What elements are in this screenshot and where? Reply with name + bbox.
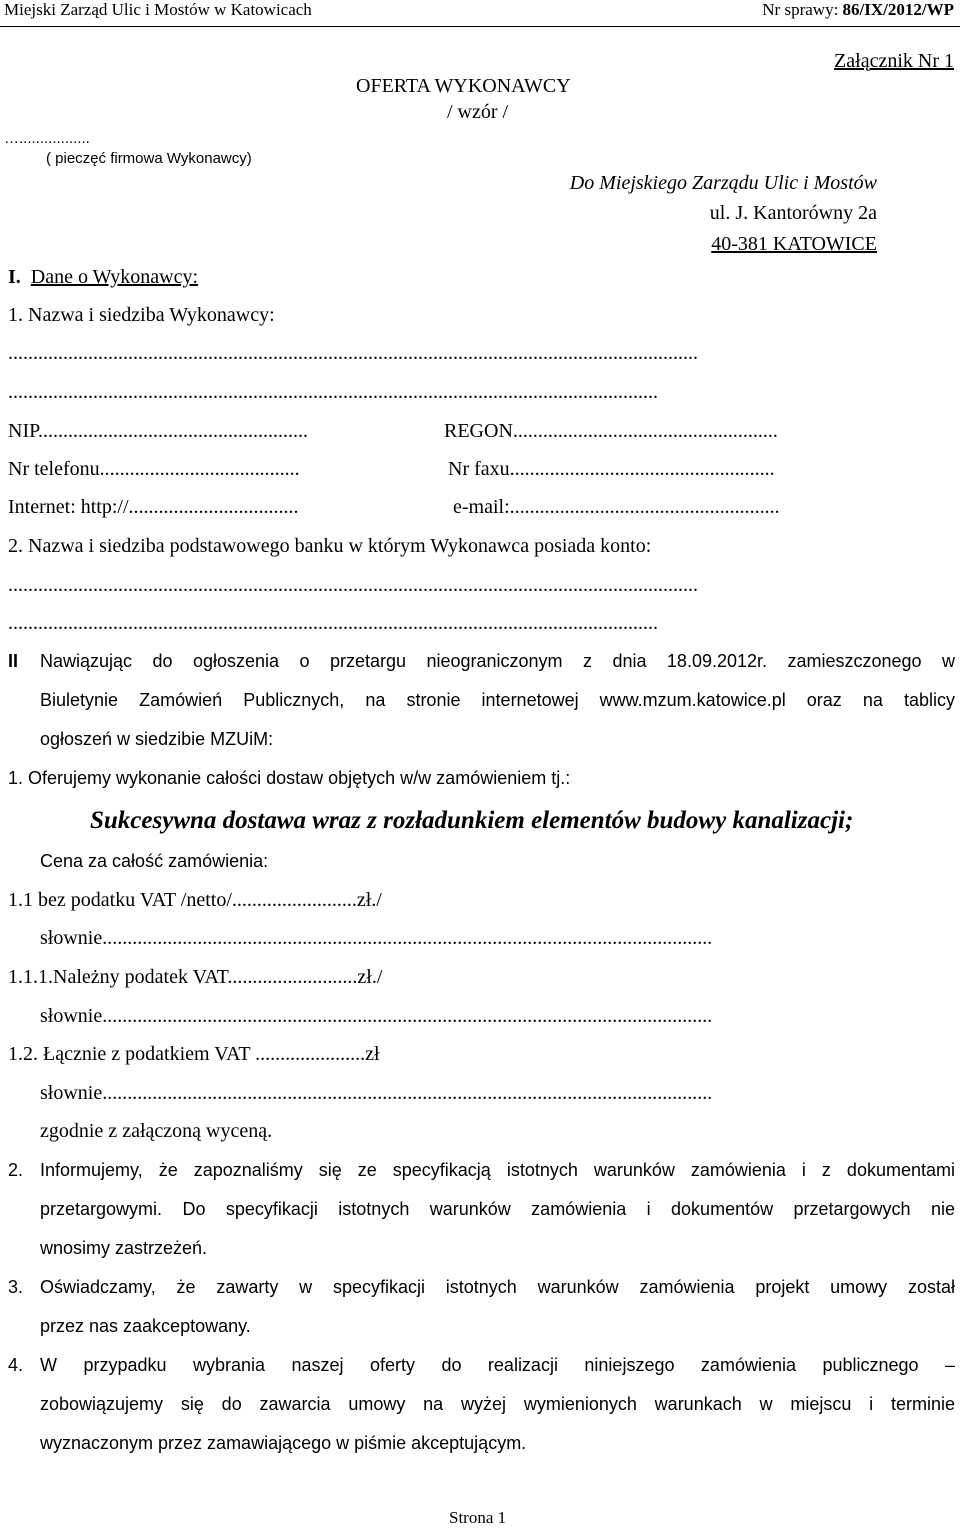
nip-field: NIP......................................................: [8, 420, 309, 442]
dotted-line: ..................................................................................................................................: [8, 381, 658, 403]
amount-in-words: słownie..........................................................................................................................: [40, 1005, 713, 1027]
header-case-number: [762, 0, 954, 20]
offer-item-1: 1. Oferujemy wykonanie całości dostaw objętych w/w zamówieniem tj.:: [8, 768, 571, 788]
attachment-label: Załącznik Nr 1: [834, 50, 954, 72]
section-1-title: Dane o Wykonawcy:: [30, 266, 199, 288]
phone-field: Nr telefonu........................................: [8, 458, 300, 480]
item-2-line: wnosimy zastrzeżeń.: [40, 1238, 208, 1258]
announcement-line: ogłoszeń w siedzibie MZUiM:: [40, 729, 274, 749]
page-title: OFERTA WYKONAWCY: [356, 75, 571, 97]
page-number: Strona 1: [449, 1508, 507, 1527]
stamp-dots: ….................: [4, 130, 90, 147]
per-quote-note: zgodnie z załączoną wyceną.: [40, 1120, 273, 1142]
announcement-line: Nawiązując do ogłoszenia o przetargu nieograniczonym z dnia 18.09.2012r. zamieszczonego w: [40, 651, 955, 671]
section-2-number: II: [8, 651, 19, 671]
stamp-caption: ( pieczęć firmowa Wykonawcy): [46, 150, 252, 167]
dotted-line: ..........................................................................................................................................: [8, 574, 698, 596]
price-label: Cena za całość zamówienia:: [40, 851, 269, 871]
addressee-street: ul. J. Kantorówny 2a: [709, 202, 877, 224]
header-divider: [0, 26, 960, 27]
announcement-line: Biuletynie Zamówień Publicznych, na stronie internetowej www.mzum.katowice.pl oraz na tablicy: [40, 690, 955, 710]
net-price-field: 1.1 bez podatku VAT /netto/.........................zł./: [8, 889, 382, 911]
item-3-line: Oświadczamy, że zawarty w specyfikacji istotnych warunków zamówienia projekt umowy został: [40, 1277, 955, 1297]
section-1-heading: [8, 266, 198, 289]
page-subtitle: / wzór /: [447, 101, 509, 123]
case-label: Nr sprawy:: [762, 0, 843, 19]
item-3-line: przez nas zaakceptowany.: [40, 1316, 251, 1336]
item-4-line: zobowiązujemy się do zawarcia umowy na wyżej wymienionych warunkach w miejscu i terminie: [40, 1394, 955, 1414]
bank-label: 2. Nazwa i siedziba podstawowego banku w którym Wykonawca posiada konto:: [8, 535, 652, 557]
item-4-line: W przypadku wybrania naszej oferty do realizacji niniejszego zamówienia publicznego –: [40, 1355, 955, 1375]
item-4-line: wyznaczonym przez zamawiającego w piśmie akceptującym.: [40, 1433, 527, 1453]
addressee-name: Do Miejskiego Zarządu Ulic i Mostów: [569, 172, 877, 194]
header-institution: Miejski Zarząd Ulic i Mostów w Katowicach: [4, 0, 312, 19]
gross-price-field: 1.2. Łącznie z podatkiem VAT ......................zł: [8, 1043, 380, 1065]
amount-in-words: słownie..........................................................................................................................: [40, 1082, 713, 1104]
order-subject: Sukcesywna dostawa wraz z rozładunkiem elementów budowy kanalizacji;: [90, 807, 854, 834]
dotted-line: ..................................................................................................................................: [8, 612, 658, 634]
amount-in-words: słownie..........................................................................................................................: [40, 927, 713, 949]
contractor-name-label: 1. Nazwa i siedziba Wykonawcy:: [8, 304, 275, 326]
section-1-number: I.: [8, 266, 21, 288]
regon-field: REGON.....................................................: [444, 420, 778, 442]
item-4-number: 4.: [8, 1355, 24, 1375]
vat-field: 1.1.1.Należny podatek VAT..........................zł./: [8, 966, 383, 988]
addressee-city: 40-381 KATOWICE: [711, 233, 877, 255]
fax-field: Nr faxu.....................................................: [448, 458, 775, 480]
dotted-line: ..........................................................................................................................................: [8, 342, 698, 364]
item-2-line: Informujemy, że zapoznaliśmy się ze specyfikacją istotnych warunków zamówienia i z dokumentami: [40, 1160, 955, 1180]
case-value: 86/IX/2012/WP: [842, 0, 954, 19]
email-field: e-mail:......................................................: [453, 496, 780, 518]
internet-field: Internet: http://..................................: [8, 496, 299, 518]
item-2-number: 2.: [8, 1160, 24, 1180]
item-2-line: przetargowymi. Do specyfikacji istotnych warunków zamówienia i dokumentów przetargowych nie: [40, 1199, 955, 1219]
item-3-number: 3.: [8, 1277, 24, 1297]
